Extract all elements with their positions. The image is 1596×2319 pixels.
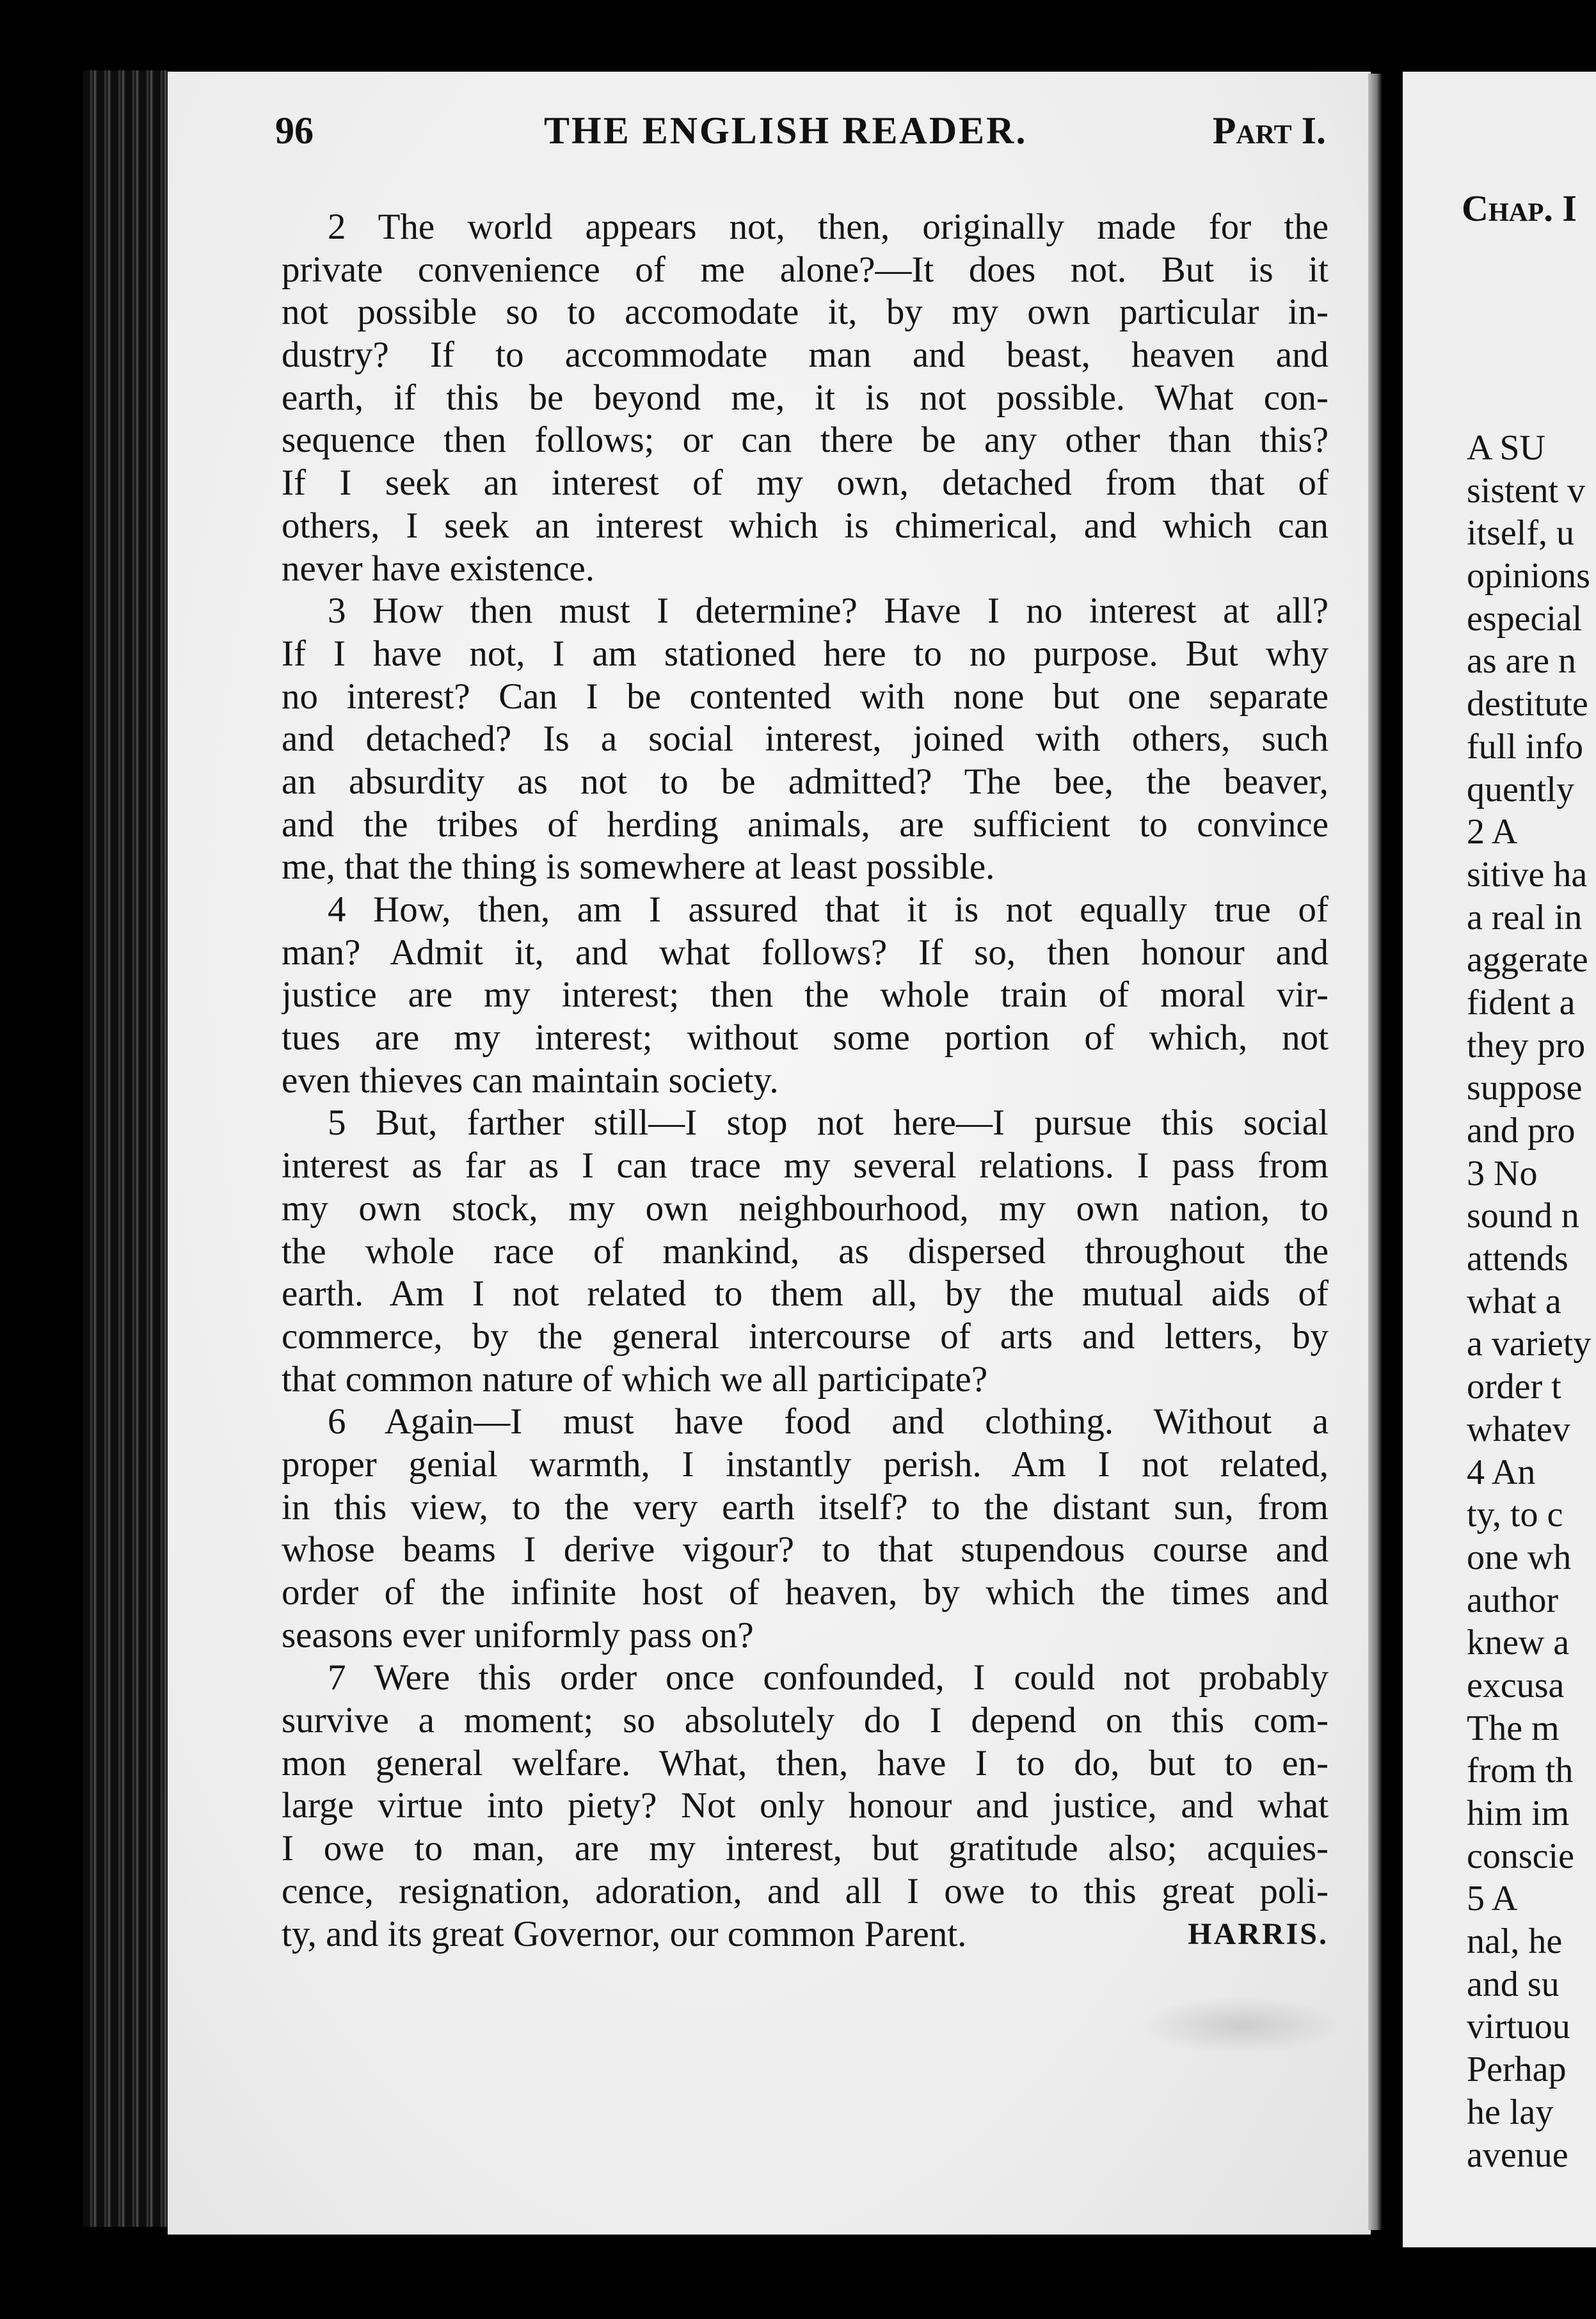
opposite-text-line: from th bbox=[1467, 1751, 1574, 1791]
opposite-text-line: knew a bbox=[1467, 1623, 1570, 1663]
text-line: private convenience of me alone?—It does not. But is it bbox=[282, 249, 1329, 290]
opposite-text-line: avenue bbox=[1467, 2135, 1568, 2175]
text-line: earth, if this be beyond me, it is not possible. What con- bbox=[282, 377, 1329, 418]
page-number: 96 bbox=[275, 109, 314, 152]
book-gutter bbox=[83, 70, 173, 2227]
opposite-text-line: one wh bbox=[1467, 1537, 1572, 1577]
opposite-text-line: The m bbox=[1467, 1708, 1560, 1748]
opposite-text-line: 2 A bbox=[1467, 812, 1518, 852]
opposite-text-line: author bbox=[1467, 1580, 1559, 1620]
text-line: large virtue into piety? Not only honour and justice, and what bbox=[282, 1785, 1329, 1826]
text-line: mon general welfare. What, then, have I to do, but to en- bbox=[282, 1742, 1329, 1783]
text-line: interest as far as I can trace my several relations. I pass from bbox=[282, 1145, 1329, 1186]
closing-text: ty, and its great Governor, our common Parent. bbox=[282, 1913, 967, 1954]
text-line: the whole race of mankind, as dispersed throughout the bbox=[282, 1231, 1329, 1271]
spine-shadow bbox=[1382, 0, 1403, 2319]
running-head bbox=[275, 109, 1331, 166]
text-line: 5 But, farther still—I stop not here—I pursue this social bbox=[328, 1103, 1329, 1144]
text-line: whose beams I derive vigour? to that stupendous course and bbox=[282, 1529, 1329, 1570]
text-line: If I seek an interest of my own, detached from that of bbox=[282, 463, 1329, 504]
opposite-text-line: 5 A bbox=[1467, 1879, 1518, 1919]
opposite-text-line: conscie bbox=[1467, 1836, 1574, 1876]
text-line: and the tribes of herding animals, are sufficient to convince bbox=[282, 804, 1329, 845]
opposite-text-line: opinions bbox=[1467, 556, 1590, 596]
text-line: order of the infinite host of heaven, by which the times and bbox=[282, 1572, 1329, 1613]
opposite-text-line: Perhap bbox=[1467, 2050, 1567, 2090]
text-line: an absurdity as not to be admitted? The bee, the beaver, bbox=[282, 761, 1329, 802]
opposite-text-line: a real in bbox=[1467, 897, 1583, 937]
text-line: 4 How, then, am I assured that it is not equally true of bbox=[328, 889, 1329, 930]
running-title: THE ENGLISH READER. bbox=[544, 109, 1028, 152]
opposite-text-line: sound n bbox=[1467, 1196, 1579, 1236]
text-line: my own stock, my own neighbourhood, my own nation, to bbox=[282, 1188, 1329, 1229]
opposite-text-line: 3 No bbox=[1467, 1153, 1538, 1193]
page-fold-shadow bbox=[1368, 74, 1382, 2230]
opposite-text-line: he lay bbox=[1467, 2092, 1554, 2132]
text-line: others, I seek an interest which is chimerical, and which can bbox=[282, 505, 1329, 546]
opposite-text-line: nal, he bbox=[1467, 1922, 1563, 1962]
opposite-text-line: a variety bbox=[1467, 1324, 1592, 1364]
opposite-text-line: and pro bbox=[1467, 1111, 1576, 1151]
part-label: Part I. bbox=[1212, 109, 1326, 152]
text-line: seasons ever uniformly pass on? bbox=[282, 1614, 754, 1655]
opposite-text-line: order t bbox=[1467, 1367, 1561, 1407]
text-line: no interest? Can I be contented with none but one separate bbox=[282, 676, 1329, 717]
opposite-text-line: 4 An bbox=[1467, 1452, 1536, 1492]
text-line: justice are my interest; then the whole train of moral vir- bbox=[282, 975, 1329, 1016]
opposite-text-line: aggerate bbox=[1467, 940, 1588, 980]
text-line: commerce, by the general intercourse of arts and letters, by bbox=[282, 1316, 1329, 1357]
opposite-page-text bbox=[1467, 427, 1591, 2176]
closing-line bbox=[282, 1913, 1329, 1956]
opposite-text-line: especial bbox=[1467, 598, 1583, 639]
opposite-text-line: ty, to c bbox=[1467, 1495, 1563, 1535]
text-line: and detached? Is a social interest, joined with others, such bbox=[282, 719, 1329, 760]
opposite-text-line: him im bbox=[1467, 1794, 1570, 1833]
text-line: survive a moment; so absolutely do I depend on this com- bbox=[282, 1700, 1329, 1741]
author-signature: HARRIS. bbox=[1188, 1917, 1329, 1951]
text-line: If I have not, I am stationed here to no purpose. But why bbox=[282, 633, 1329, 674]
opposite-page-header: Chap. I bbox=[1462, 187, 1577, 229]
opposite-text-line: whatev bbox=[1467, 1409, 1570, 1449]
ink-bleed-through bbox=[1139, 1996, 1344, 2054]
opposite-text-line: virtuou bbox=[1467, 2007, 1570, 2047]
text-line: cence, resignation, adoration, and all I owe to this great poli- bbox=[282, 1870, 1329, 1911]
text-line: 7 Were this order once confounded, I could not probably bbox=[328, 1657, 1329, 1698]
text-line: me, that the thing is somewhere at least possible. bbox=[282, 847, 995, 888]
opposite-text-line: and su bbox=[1467, 1964, 1560, 2004]
opposite-text-line: they pro bbox=[1467, 1025, 1586, 1065]
opposite-text-line: quently bbox=[1467, 769, 1574, 809]
opposite-text-line: suppose bbox=[1467, 1068, 1583, 1108]
text-line: that common nature of which we all participate? bbox=[282, 1359, 988, 1399]
opposite-text-line: sitive ha bbox=[1467, 854, 1588, 895]
text-line: sequence then follows; or can there be any other than this? bbox=[282, 420, 1329, 461]
opposite-text-line: as are n bbox=[1467, 641, 1577, 681]
opposite-text-line: itself, u bbox=[1467, 513, 1574, 554]
text-line: dustry? If to accommodate man and beast, heaven and bbox=[282, 335, 1329, 376]
text-line: even thieves can maintain society. bbox=[282, 1060, 779, 1101]
opposite-text-line: A SU bbox=[1467, 428, 1545, 468]
text-line: never have existence. bbox=[282, 548, 595, 589]
text-line: I owe to man, are my interest, but gratitude also; acquies- bbox=[282, 1828, 1329, 1869]
text-line: 3 How then must I determine? Have I no interest at all? bbox=[328, 591, 1329, 632]
opposite-text-line: full info bbox=[1467, 726, 1583, 767]
opposite-text-line: sistent v bbox=[1467, 470, 1586, 511]
opposite-text-line: fident a bbox=[1467, 982, 1576, 1023]
text-line: 6 Again—I must have food and clothing. Without a bbox=[328, 1401, 1329, 1442]
opposite-text-line: destitute bbox=[1467, 684, 1588, 724]
text-line: 2 The world appears not, then, originally made for the bbox=[328, 207, 1329, 247]
opposite-text-line: attends bbox=[1467, 1239, 1568, 1279]
text-line: not possible so to accomodate it, by my own particular in- bbox=[282, 292, 1329, 333]
opposite-text-line: excusa bbox=[1467, 1665, 1565, 1705]
text-line: in this view, to the very earth itself? to the distant sun, from bbox=[282, 1486, 1329, 1527]
opposite-page bbox=[1403, 72, 1596, 2247]
body-text bbox=[282, 206, 1329, 1956]
text-line: proper genial warmth, I instantly perish. Am I not related, bbox=[282, 1444, 1329, 1485]
text-line: earth. Am I not related to them all, by the mutual aids of bbox=[282, 1273, 1329, 1314]
text-line: man? Admit it, and what follows? If so, then honour and bbox=[282, 932, 1329, 973]
text-line: tues are my interest; without some portion of which, not bbox=[282, 1017, 1329, 1058]
opposite-text-line: what a bbox=[1467, 1281, 1561, 1321]
